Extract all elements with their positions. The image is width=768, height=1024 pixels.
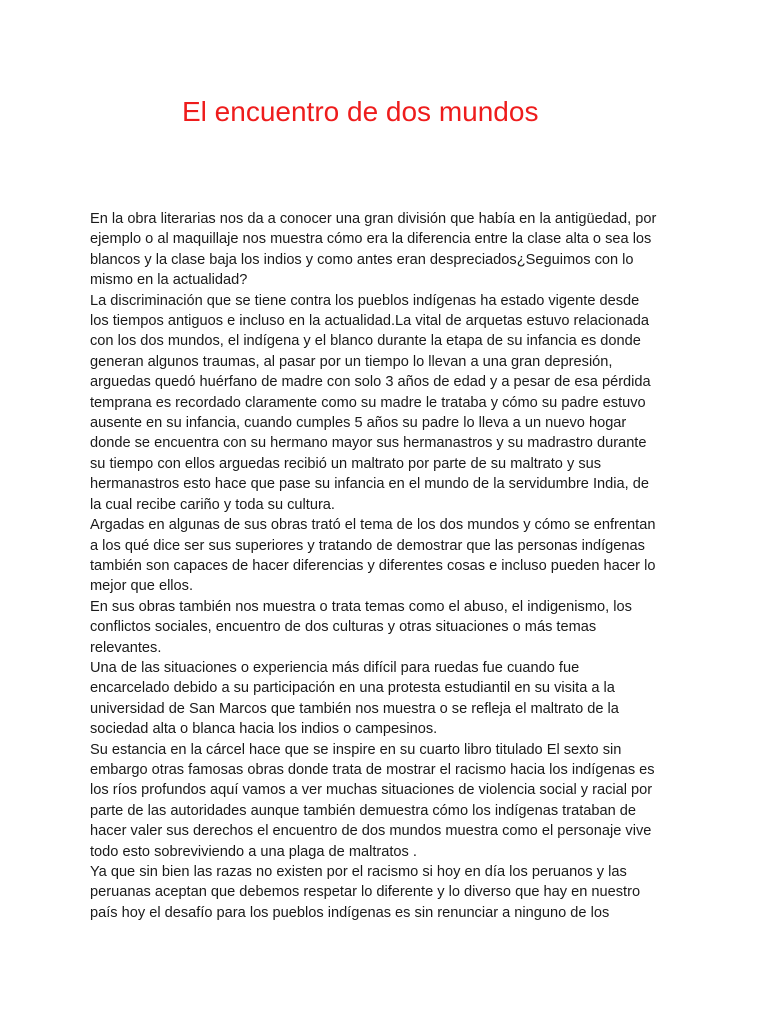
paragraph-line: peruanas aceptan que debemos respetar lo diferente y lo diverso que hay en nuestro: [90, 884, 641, 901]
paragraph-line: hermanastros esto hace que pase su infancia en el mundo de la servidumbre India, de: [90, 476, 649, 493]
paragraph-line: temprana es recordado claramente como su madre le trataba y cómo su padre estuvo: [90, 394, 646, 411]
paragraph-line: blancos y la clase baja los indios y como antes eran despreciados¿Seguimos con lo: [90, 251, 634, 268]
document-title: El encuentro de dos mundos: [182, 96, 539, 127]
paragraph-line: país hoy el desafío para los pueblos indígenas es sin renunciar a ninguno de los: [90, 904, 610, 921]
paragraph-line: mejor que ellos.: [90, 578, 194, 595]
paragraph-line: hacer valer sus derechos el encuentro de dos mundos muestra como el personaje vive: [90, 823, 652, 840]
body-paragraph: [90, 597, 690, 658]
paragraph-line: los ríos profundos aquí vamos a ver muchas situaciones de violencia social y racial por: [90, 782, 653, 799]
paragraph-line: a los qué dice ser sus superiores y tratando de demostrar que las personas indígenas: [90, 537, 645, 554]
paragraph-line: la cual recibe cariño y toda su cultura.: [90, 496, 335, 513]
paragraph-line: Argadas en algunas de sus obras trató el tema de los dos mundos y cómo se enfrentan: [90, 517, 656, 534]
body-paragraph: [90, 658, 690, 740]
document-body: [90, 209, 690, 923]
paragraph-line: Su estancia en la cárcel hace que se inspire en su cuarto libro titulado El sexto sin: [90, 741, 622, 758]
paragraph-line: sociedad alta o blanca hacia los indios o campesinos.: [90, 721, 438, 738]
paragraph-line: mismo en la actualidad?: [90, 272, 248, 289]
paragraph-line: su tiempo con ellos arguedas recibió un maltrato por parte de su maltrato y sus: [90, 455, 602, 472]
paragraph-line: generan algunos traumas, al pasar por un tiempo lo llevan a una gran depresión,: [90, 353, 613, 370]
paragraph-line: conflictos sociales, encuentro de dos culturas y otras situaciones o más temas: [90, 619, 597, 636]
paragraph-line: con los dos mundos, el indígena y el blanco durante la etapa de su infancia es donde: [90, 333, 641, 350]
paragraph-line: parte de las autoridades aunque también demuestra cómo los indígenas trataban de: [90, 802, 637, 819]
body-paragraph: [90, 862, 690, 923]
body-paragraph: [90, 209, 690, 291]
paragraph-line: embargo otras famosas obras donde trata de mostrar el racismo hacia los indígenas es: [90, 761, 655, 778]
paragraph-line: Una de las situaciones o experiencia más difícil para ruedas fue cuando fue: [90, 659, 580, 676]
body-paragraph: [90, 291, 690, 515]
paragraph-line: encarcelado debido a su participación en una protesta estudiantil en su visita a la: [90, 680, 615, 697]
paragraph-line: relevantes.: [90, 639, 162, 656]
paragraph-line: Ya que sin bien las razas no existen por el racismo si hoy en día los peruanos y las: [90, 864, 627, 880]
paragraph-line: donde se encuentra con su hermano mayor sus hermanastros y su madrastro durante: [90, 435, 647, 452]
paragraph-line: los tiempos antiguos e incluso en la actualidad.La vital de arquetas estuvo relacionada: [90, 313, 649, 330]
paragraph-line: ausente en su infancia, cuando cumples 5 años su padre lo lleva a un nuevo hogar: [90, 415, 627, 432]
paragraph-line: En sus obras también nos muestra o trata temas como el abuso, el indigenismo, los: [90, 598, 632, 615]
paragraph-line: todo esto sobreviviendo a una plaga de maltratos .: [90, 843, 417, 860]
body-paragraph: [90, 740, 690, 862]
body-paragraph: [90, 515, 690, 597]
paragraph-line: ejemplo o al maquillaje nos muestra cómo era la diferencia entre la clase alta o sea los: [90, 231, 652, 248]
paragraph-line: también son capaces de hacer diferencias y diferentes cosas e incluso pueden hacer lo: [90, 557, 656, 574]
paragraph-line: universidad de San Marcos que también nos muestra o se refleja el maltrato de la: [90, 700, 619, 717]
paragraph-line: arguedas quedó huérfano de madre con solo 3 años de edad y a pesar de esa pérdida: [90, 374, 651, 391]
paragraph-line: La discriminación que se tiene contra los pueblos indígenas ha estado vigente desde: [90, 292, 640, 309]
paragraph-line: En la obra literarias nos da a conocer una gran división que había en la antigüedad, por: [90, 211, 657, 227]
